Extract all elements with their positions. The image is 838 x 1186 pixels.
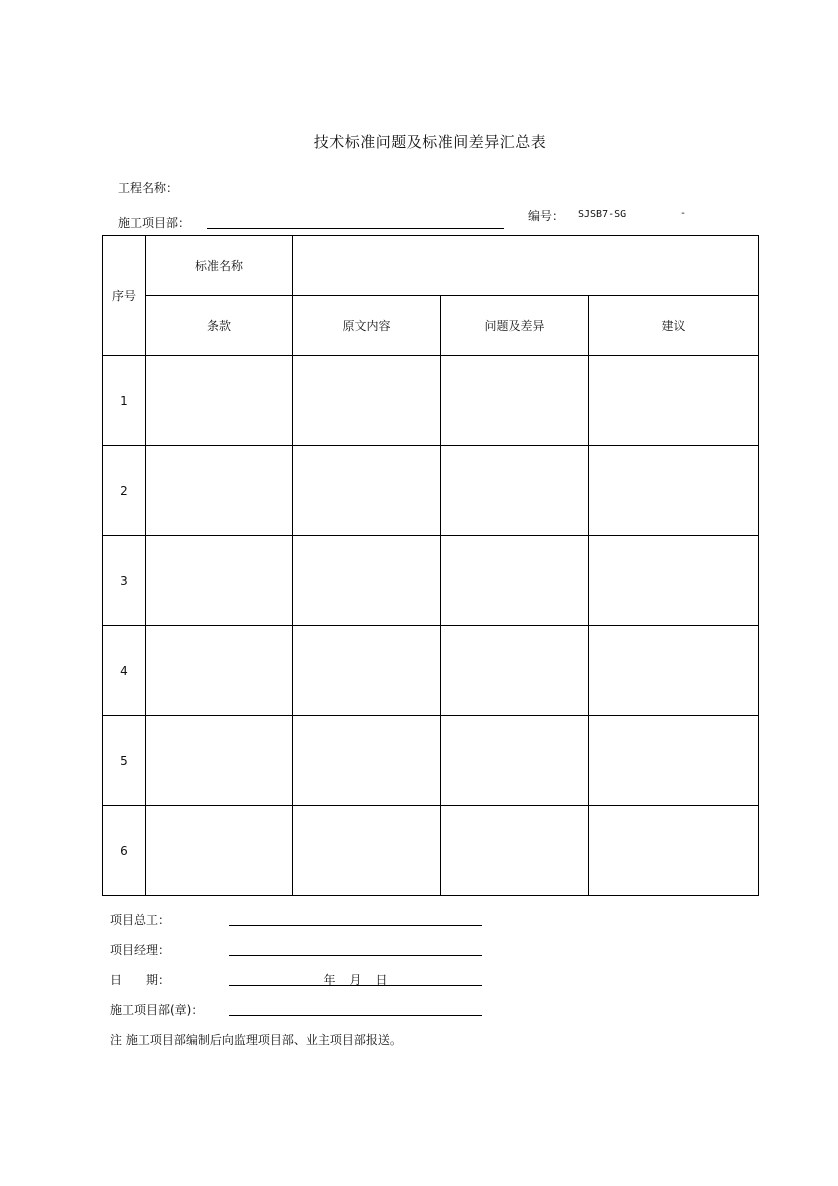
issues-cell[interactable] [441, 806, 589, 896]
col-header-issues: 问题及差异 [441, 296, 589, 356]
manager-label: 项目经理： [110, 943, 171, 957]
header-row-columns [103, 296, 759, 356]
suggestion-cell[interactable] [589, 356, 759, 446]
col-header-original-text: 原文内容 [293, 296, 441, 356]
suggestion-cell[interactable] [589, 626, 759, 716]
summary-table [102, 235, 759, 896]
standard-name-field[interactable] [293, 236, 759, 296]
clause-cell[interactable] [146, 806, 293, 896]
date-month: 月 [349, 973, 362, 987]
construction-dept-field[interactable] [207, 228, 504, 229]
row-number: 1 [103, 356, 146, 446]
code-value: SJSB7-SG [578, 209, 627, 220]
header-row-standard [103, 236, 759, 296]
issues-cell[interactable] [441, 626, 589, 716]
seq-header: 序号 [103, 236, 146, 356]
original-text-cell[interactable] [293, 716, 441, 806]
issues-cell[interactable] [441, 356, 589, 446]
clause-cell[interactable] [146, 716, 293, 806]
stamp-label: 施工项目部(章)： [110, 1003, 204, 1017]
clause-cell[interactable] [146, 536, 293, 626]
suggestion-cell[interactable] [589, 536, 759, 626]
clause-cell[interactable] [146, 356, 293, 446]
original-text-cell[interactable] [293, 626, 441, 716]
col-header-suggestion: 建议 [589, 296, 759, 356]
chief-engineer-field[interactable] [229, 925, 482, 926]
clause-cell[interactable] [146, 626, 293, 716]
table-row [103, 536, 759, 626]
document-title: 技术标准问题及标准间差异汇总表 [313, 133, 547, 151]
stamp-field[interactable] [229, 1015, 482, 1016]
code-suffix: - [680, 208, 687, 219]
table-row [103, 446, 759, 536]
original-text-cell[interactable] [293, 806, 441, 896]
chief-engineer-label: 项目总工： [110, 913, 171, 927]
date-year: 年 [323, 973, 336, 987]
row-number: 3 [103, 536, 146, 626]
date-label: 日 期： [110, 973, 171, 987]
original-text-cell[interactable] [293, 536, 441, 626]
original-text-cell[interactable] [293, 356, 441, 446]
row-number: 6 [103, 806, 146, 896]
row-number: 5 [103, 716, 146, 806]
footer-note: 注 施工项目部编制后向监理项目部、业主项目部报送。 [110, 1033, 402, 1047]
table-row [103, 806, 759, 896]
date-day: 日 [375, 973, 388, 987]
manager-field[interactable] [229, 955, 482, 956]
suggestion-cell[interactable] [589, 806, 759, 896]
issues-cell[interactable] [441, 536, 589, 626]
table-row [103, 356, 759, 446]
col-header-clause: 条款 [146, 296, 293, 356]
original-text-cell[interactable] [293, 446, 441, 536]
issues-cell[interactable] [441, 716, 589, 806]
row-number: 4 [103, 626, 146, 716]
clause-cell[interactable] [146, 446, 293, 536]
code-label: 编号： [528, 209, 565, 223]
construction-dept-label: 施工项目部： [118, 216, 191, 230]
table-row [103, 626, 759, 716]
table-row [103, 716, 759, 806]
suggestion-cell[interactable] [589, 446, 759, 536]
standard-name-header: 标准名称 [146, 236, 293, 296]
date-underline [229, 985, 482, 986]
project-name-label: 工程名称： [118, 181, 179, 195]
row-number: 2 [103, 446, 146, 536]
issues-cell[interactable] [441, 446, 589, 536]
suggestion-cell[interactable] [589, 716, 759, 806]
